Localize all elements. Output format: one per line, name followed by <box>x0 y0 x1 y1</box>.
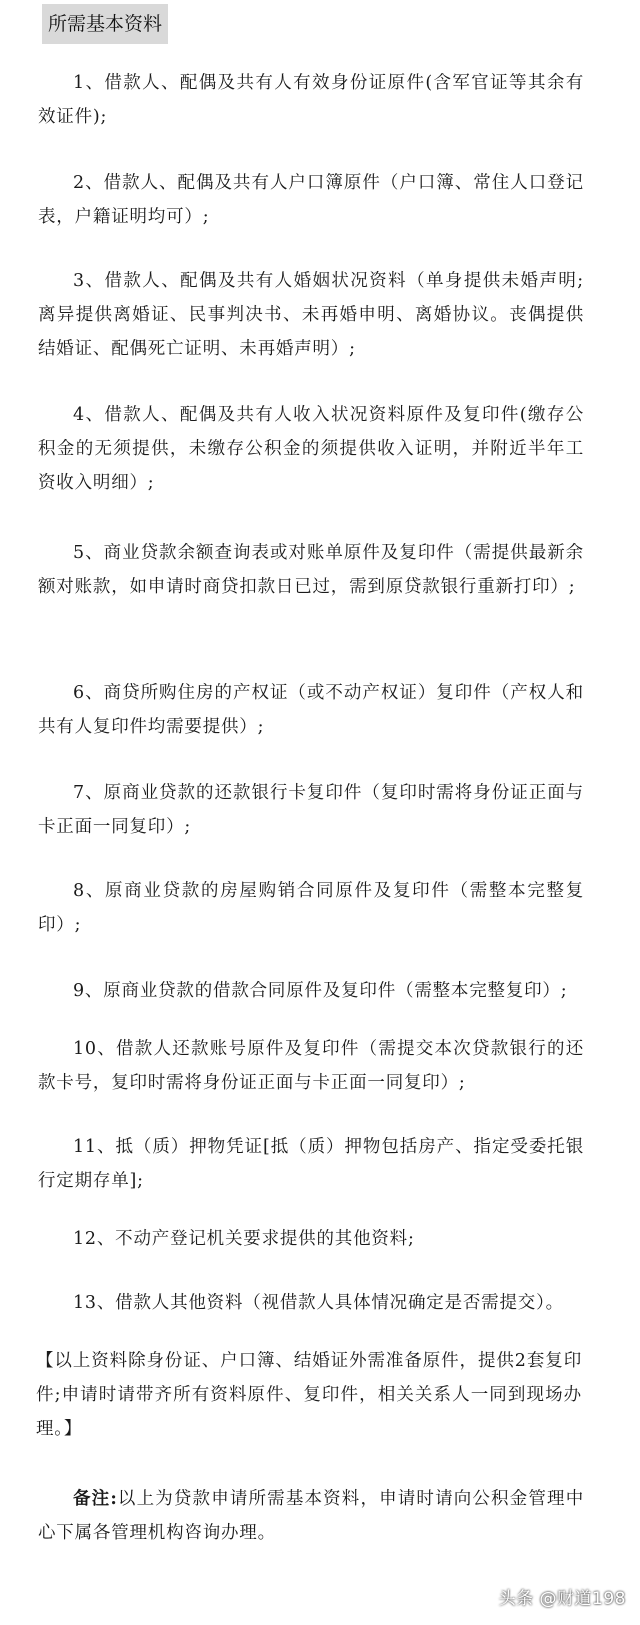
list-item-11: 11、抵（质）押物凭证[抵（质）押物包括房产、指定受委托银行定期存单]; <box>38 1137 584 1191</box>
list-item-6: 6、商贷所购住房的产权证（或不动产权证）复印件（产权人和共有人复印件均需要提供）; <box>38 683 584 737</box>
section-title: 所需基本资料 <box>42 4 168 44</box>
list-item-5: 5、商业贷款余额查询表或对账单原件及复印件（需提供最新余额对账款，如申请时商贷扣款日已过，需到原贷款银行重新打印）; <box>38 543 584 597</box>
list-item-7: 7、原商业贷款的还款银行卡复印件（复印时需将身份证正面与卡正面一同复印）; <box>38 783 584 837</box>
remark-paragraph <box>38 1482 584 1550</box>
summary-note: 【以上资料除身份证、户口簿、结婚证外需准备原件，提供2套复印件;申请时请带齐所有资料原件、复印件，相关关系人一同到现场办理。】 <box>36 1351 582 1439</box>
remark-text: 以上为贷款申请所需基本资料，申请时请向公积金管理中心下属各管理机构咨询办理。 <box>38 1489 584 1543</box>
list-item-9: 9、原商业贷款的借款合同原件及复印件（需整本完整复印）; <box>73 981 568 1001</box>
remark-label: 备注: <box>73 1489 118 1509</box>
list-item-3: 3、借款人、配偶及共有人婚姻状况资料（单身提供未婚声明;离异提供离婚证、民事判决书、未再婚申明、离婚协议。丧偶提供结婚证、配偶死亡证明、未再婚声明）; <box>38 271 584 359</box>
list-item-8: 8、原商业贷款的房屋购销合同原件及复印件（需整本完整复印）; <box>38 881 584 935</box>
list-item-2: 2、借款人、配偶及共有人户口簿原件（户口簿、常住人口登记表，户籍证明均可）; <box>38 173 584 227</box>
list-item-13: 13、借款人其他资料（视借款人具体情况确定是否需提交）。 <box>73 1293 564 1313</box>
list-item-1: 1、借款人、配偶及共有人有效身份证原件(含军官证等其余有效证件); <box>38 73 584 127</box>
watermark-text: 头条 @财道198 <box>498 1589 626 1609</box>
list-item-10: 10、借款人还款账号原件及复印件（需提交本次贷款银行的还款卡号，复印时需将身份证正面与卡正面一同复印）; <box>38 1039 584 1093</box>
list-item-12: 12、不动产登记机关要求提供的其他资料; <box>73 1229 415 1249</box>
list-item-4: 4、借款人、配偶及共有人收入状况资料原件及复印件(缴存公积金的无须提供，未缴存公积金的须提供收入证明，并附近半年工资收入明细）; <box>38 405 584 493</box>
